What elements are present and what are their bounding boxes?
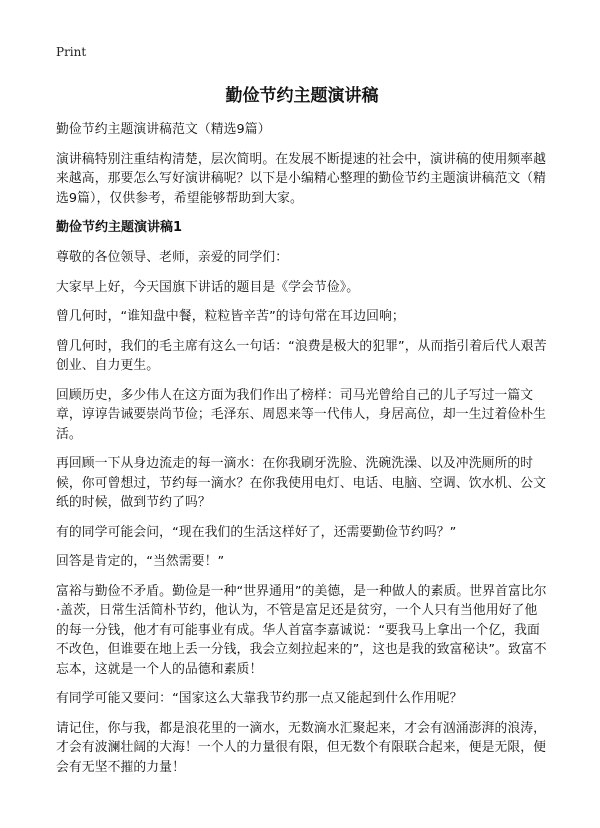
body-paragraph: 曾几何时，我们的毛主席有这么一句话：“浪费是极大的犯罪”，从而指引着后代人艰苦创业、自力更生。: [56, 338, 547, 373]
body-paragraph: 尊敬的各位领导、老师，亲爱的同学们：: [56, 250, 289, 265]
document-title: 勤俭节约主题演讲稿: [225, 86, 379, 106]
body-paragraph: 富裕与勤俭不矛盾。勤俭是一种“世界通用”的美德，是一种做人的素质。世界首富比尔·盖茨，日常生活简朴节约，他认为，不管是富足还是贫穷，一个人只有当他用好了他的每一分钱，他才有可能事业有成。华人首富李嘉诚说：“要我马上拿出一个亿，我面不改色，但谁要在地上丢一分钱，我会立刻拉起来的”，这也是我的致富秘诀”。致富不忘本，这就是一个人的品德和素质！: [56, 583, 547, 677]
body-paragraph: 请记住，你与我，都是浪花里的一滴水，无数滴水汇聚起来，才会有汹涌澎湃的浪涛，才会有波澜壮阔的大海！一个人的力量很有限，但无数个有限联合起来，便是无限，便会有无坚不摧的力量！: [56, 720, 547, 775]
page-bottom-spacer: [56, 787, 548, 788]
document-subtitle: 勤俭节约主题演讲稿范文（精选9篇）: [56, 122, 271, 137]
body-paragraph: 有同学可能又要问：“国家这么大靠我节约那一点又能起到什么作用呢？: [56, 691, 463, 706]
body-paragraph: 有的同学可能会问，“现在我们的生活这样好了，还需要勤俭节约吗？”: [56, 524, 457, 540]
body-paragraph: 曾几何时，“谁知盘中餐，粒粒皆辛苦”的诗句常在耳边回响；: [56, 309, 405, 324]
body-paragraph: 回答是肯定的，“当然需要！”: [56, 554, 225, 569]
intro-paragraph: 演讲稿特别注重结构清楚，层次简明。在发展不断提速的社会中，演讲稿的使用频率越来越高，那要怎么写好演讲稿呢？以下是小编精心整理的勤俭节约主题演讲稿范文（精选9篇），仅供参考，希望能够帮助到大家。: [56, 151, 547, 206]
body-paragraph: 大家早上好，今天国旗下讲话的题目是《学会节俭》。: [56, 279, 360, 295]
print-label: Print: [56, 45, 87, 59]
section-heading: 勤俭节约主题演讲稿1: [56, 220, 183, 235]
body-paragraph: 再回顾一下从身边流走的每一滴水：在你我刷牙洗脸、洗碗洗澡、以及冲洗厕所的时候，你可曾想过，节约每一滴水？在你我使用电灯、电话、电脑、空调、饮水机、公文纸的时候，做到节约了吗？: [56, 456, 547, 510]
body-paragraph: 回顾历史，多少伟人在这方面为我们作出了榜样：司马光曾给自己的儿子写过一篇文章，谆谆告诫要崇尚节俭；毛泽东、周恩来等一代伟人，身居高位，却一生过着俭朴生活。: [56, 387, 547, 442]
